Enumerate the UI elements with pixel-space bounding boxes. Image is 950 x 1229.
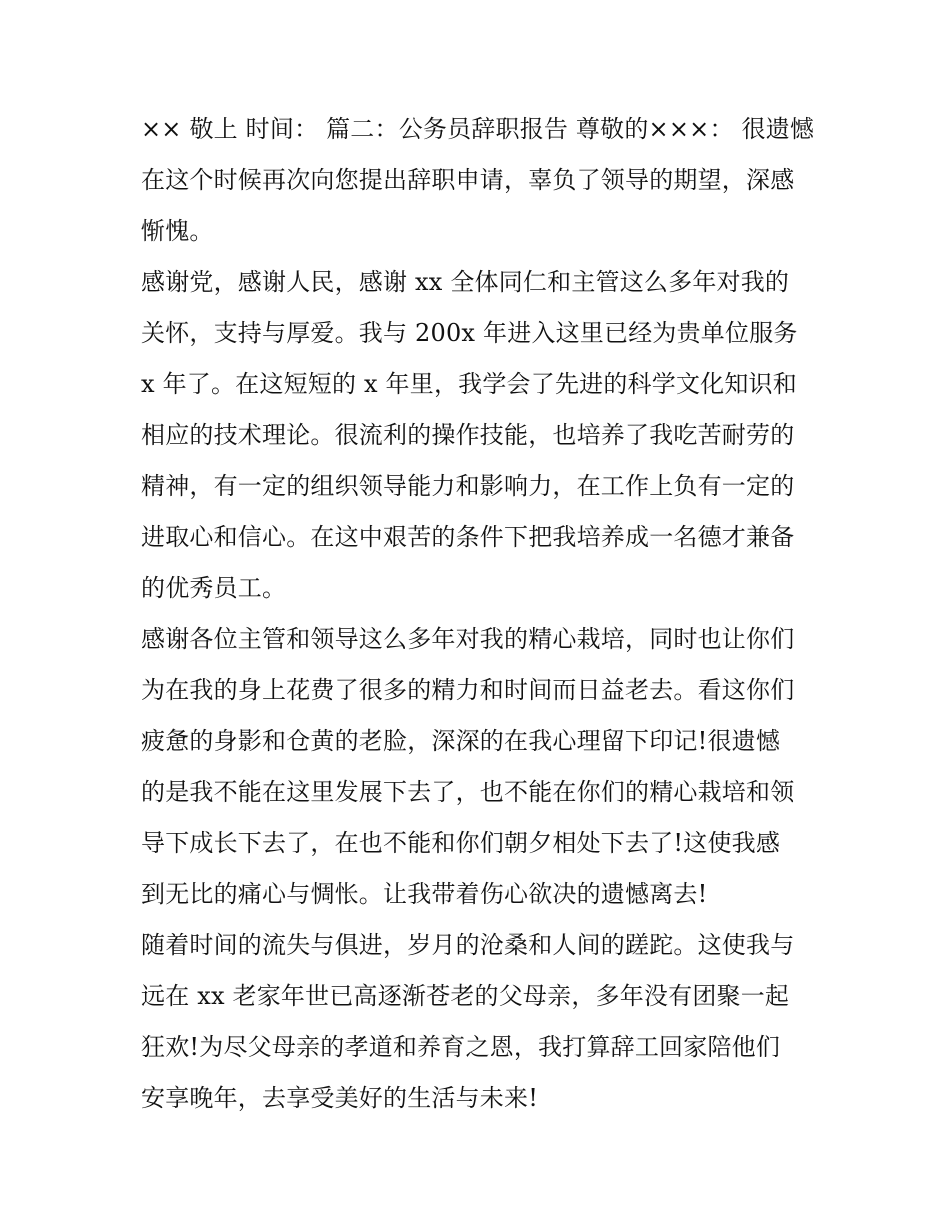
document-body	[141, 104, 816, 1124]
text-line: 随着时间的流失与俱进，岁月的沧桑和人间的蹉跎。这使我与	[141, 931, 795, 959]
text-line: 精神，有一定的组织领导能力和影响力，在工作上负有一定的	[141, 472, 795, 500]
text-line: 感谢党，感谢人民，感谢 xx 全体同仁和主管这么多年对我的	[141, 268, 790, 296]
text-line: 进取心和信心。在这中艰苦的条件下把我培养成一名德才兼备	[141, 523, 795, 551]
text-line: 惭愧。	[141, 217, 214, 245]
text-line: 为在我的身上花费了很多的精力和时间而日益老去。看这你们	[141, 676, 795, 704]
text-line: 关怀，支持与厚爱。我与 200x 年进入这里已经为贵单位服务	[141, 319, 798, 347]
text-line: 远在 xx 老家年世已高逐渐苍老的父母亲，多年没有团聚一起	[141, 982, 790, 1010]
text-line: 疲惫的身影和仓黄的老脸，深深的在我心理留下印记!很遗憾	[141, 727, 781, 755]
text-line: x 年了。在这短短的 x 年里，我学会了先进的科学文化知识和	[141, 370, 797, 398]
text-line: 感谢各位主管和领导这么多年对我的精心栽培，同时也让你们	[141, 625, 795, 653]
text-line: 在这个时候再次向您提出辞职申请，辜负了领导的期望，深感	[141, 166, 795, 194]
text-line: 安享晚年，去享受美好的生活与未来!	[141, 1084, 539, 1112]
text-line: 导下成长下去了，在也不能和你们朝夕相处下去了!这使我感	[141, 829, 781, 857]
text-line: 相应的技术理论。很流利的操作技能，也培养了我吃苦耐劳的	[141, 421, 795, 449]
text-line: 的优秀员工。	[141, 574, 287, 602]
text-line: ×× 敬上 时间： 篇二：公务员辞职报告 尊敬的×××： 很遗憾	[141, 115, 815, 143]
text-line: 狂欢!为尽父母亲的孝道和养育之恩，我打算辞工回家陪他们	[141, 1033, 781, 1061]
text-line: 到无比的痛心与惆怅。让我带着伤心欲决的遗憾离去!	[141, 880, 708, 908]
text-line: 的是我不能在这里发展下去了，也不能在你们的精心栽培和领	[141, 778, 795, 806]
